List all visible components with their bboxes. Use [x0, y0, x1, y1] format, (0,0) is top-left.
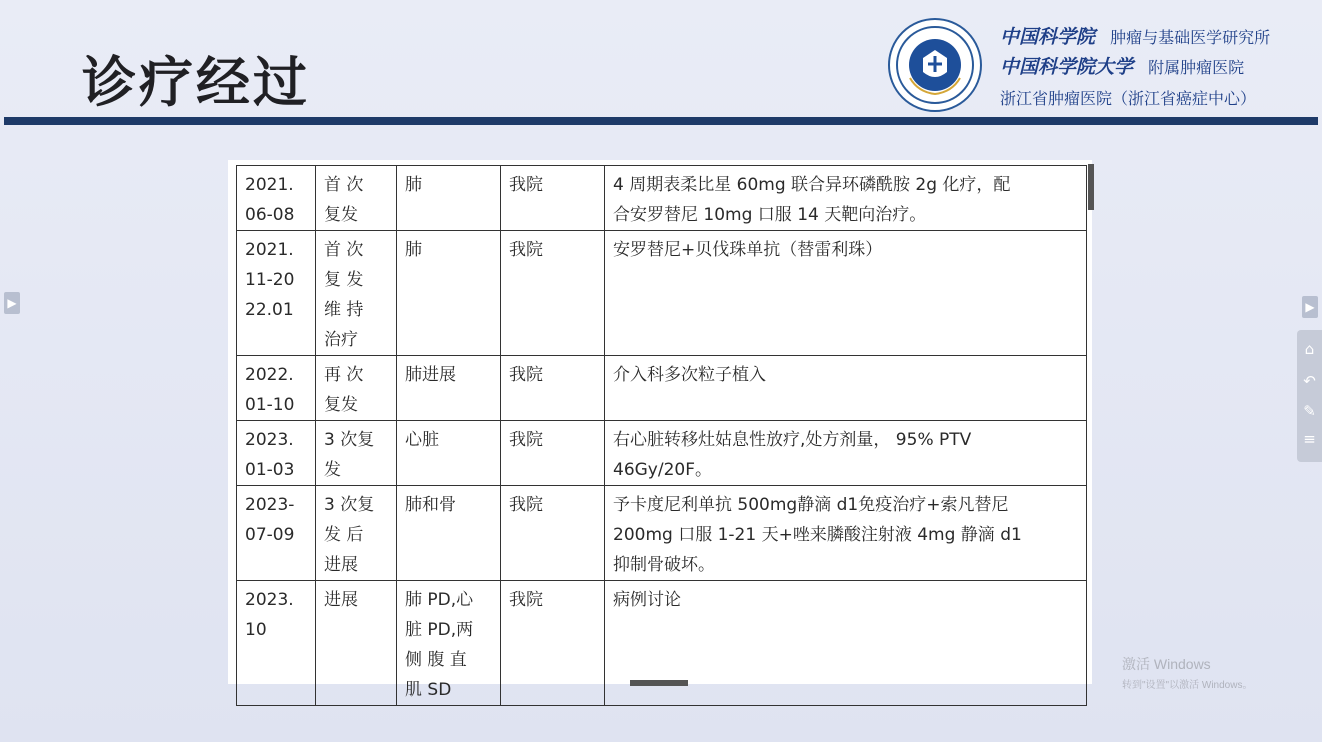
pen-icon[interactable]: ✎: [1303, 402, 1316, 420]
cell-treatment: 安罗替尼+贝伐珠单抗（替雷利珠）: [605, 231, 1087, 356]
cell-site: 肺 PD,心 脏 PD,两 侧 腹 直 肌 SD: [397, 581, 501, 706]
cell-date: 2021. 11-20 22.01: [237, 231, 316, 356]
cell-date: 2021. 06-08: [237, 166, 316, 231]
home-icon[interactable]: ⌂: [1304, 340, 1315, 358]
institution-line-1-text: 肿瘤与基础医学研究所: [1110, 28, 1271, 47]
cell-treatment: 病例讨论: [605, 581, 1087, 706]
cell-treatment: 右心脏转移灶姑息性放疗,处方剂量， 95% PTV 46Gy/20F。: [605, 421, 1087, 486]
cell-hospital: 我院: [501, 486, 605, 581]
cell-date: 2022. 01-10: [237, 356, 316, 421]
cell-treatment: 介入科多次粒子植入: [605, 356, 1087, 421]
cell-stage: 进展: [316, 581, 397, 706]
cell-hospital: 我院: [501, 356, 605, 421]
play-right-icon[interactable]: ▶: [1302, 296, 1318, 318]
treatment-table-panel: [228, 160, 1092, 700]
table-row: [237, 486, 1087, 581]
cell-date: 2023. 10: [237, 581, 316, 706]
treatment-history-table: [236, 165, 1087, 706]
cell-stage: 首 次 复发: [316, 166, 397, 231]
table-row: [237, 421, 1087, 486]
ucas-brand: 中国科学院大学: [1000, 56, 1134, 78]
table-row: [237, 356, 1087, 421]
table-row: [237, 581, 1087, 706]
cell-stage: 3 次复 发: [316, 421, 397, 486]
institution-line-2: [1000, 52, 1244, 79]
play-left-icon[interactable]: ▶: [4, 292, 20, 314]
cell-hospital: 我院: [501, 166, 605, 231]
cell-site: 肺: [397, 166, 501, 231]
cell-stage: 再 次 复发: [316, 356, 397, 421]
cell-stage: 3 次复 发 后 进展: [316, 486, 397, 581]
cell-hospital: 我院: [501, 231, 605, 356]
cell-treatment: 4 周期表柔比星 60mg 联合异环磷酰胺 2g 化疗，配 合安罗替尼 10mg 口服 14 天靶向治疗。: [605, 166, 1087, 231]
undo-icon[interactable]: ↶: [1303, 372, 1316, 390]
cell-site: 肺进展: [397, 356, 501, 421]
cell-date: 2023. 01-03: [237, 421, 316, 486]
windows-activation-watermark: [1122, 654, 1252, 691]
institution-line-2-text: 附属肿瘤医院: [1148, 58, 1245, 77]
menu-icon[interactable]: ≡: [1303, 430, 1316, 448]
cas-brand: 中国科学院: [1000, 26, 1096, 48]
cell-hospital: 我院: [501, 581, 605, 706]
table-row: [237, 231, 1087, 356]
watermark-line-1: 激活 Windows: [1122, 656, 1211, 672]
cell-site: 肺: [397, 231, 501, 356]
slide-title: 诊疗经过: [82, 51, 310, 114]
institution-line-3: 浙江省肿瘤医院（浙江省癌症中心）: [1000, 89, 1257, 108]
cell-treatment: 予卡度尼利单抗 500mg静滴 d1免疫治疗+索凡替尼 200mg 口服 1-21 天+唑来膦酸注射液 4mg 静滴 d1 抑制骨破坏。: [605, 486, 1087, 581]
slide-toolbar: [1297, 330, 1322, 462]
table-resize-handle[interactable]: [630, 680, 688, 686]
watermark-line-2: 转到"设置"以激活 Windows。: [1122, 680, 1253, 691]
cell-hospital: 我院: [501, 421, 605, 486]
cell-site: 肺和骨: [397, 486, 501, 581]
cell-site: 心脏: [397, 421, 501, 486]
title-divider-bar: [4, 117, 1318, 125]
institution-line-1: [1000, 22, 1270, 49]
table-scrollbar[interactable]: [1088, 164, 1094, 210]
cell-date: 2023- 07-09: [237, 486, 316, 581]
table-row: [237, 166, 1087, 231]
institution-logo: [888, 18, 982, 112]
cell-stage: 首 次 复 发 维 持 治疗: [316, 231, 397, 356]
